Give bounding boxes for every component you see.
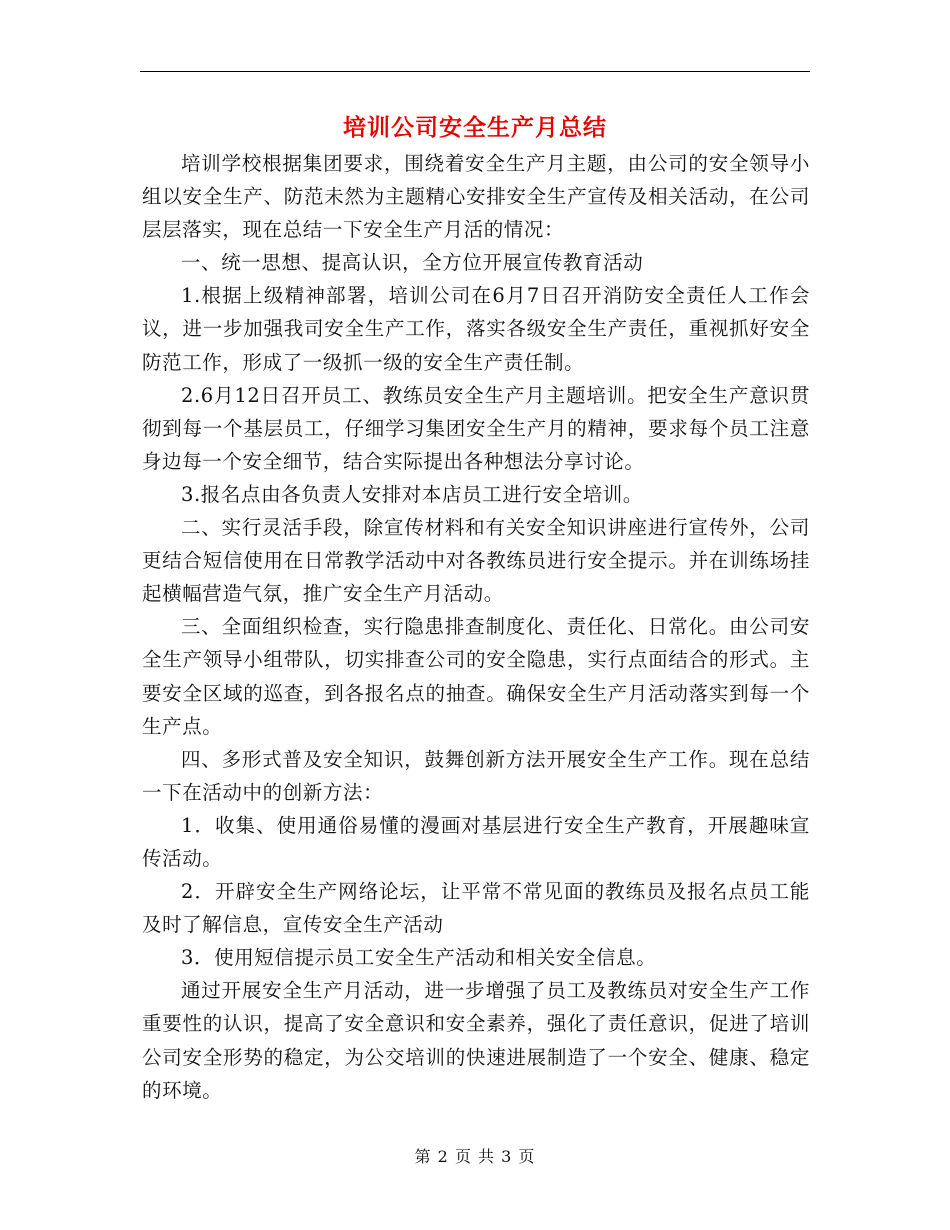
paragraph-item-4-1: 1．收集、使用通俗易懂的漫画对基层进行安全生产教育，开展趣味宣传活动。 [142, 813, 810, 870]
paragraph-item-4-2: 2．开辟安全生产网络论坛，让平常不常见面的教练员及报名点员工能及时了解信息，宣传安全生产活动 [142, 880, 810, 937]
paragraph-item-1-1: 1.根据上级精神部署，培训公司在6月7日召开消防安全责任人工作会议，进一步加强我司安全生产工作，落实各级安全生产责任，重视抓好安全防范工作，形成了一级抓一级的安全生产责任制。 [142, 284, 810, 374]
page-number-footer: 第 2 页 共 3 页 [414, 1147, 536, 1166]
paragraph-conclusion: 通过开展安全生产月活动，进一步增强了员工及教练员对安全生产工作重要性的认识，提高了安全意识和安全素养，强化了责任意识，促进了培训公司安全形势的稳定，为公交培训的快速进展制造了一个安全、健康、稳定的环境。 [142, 979, 810, 1102]
paragraph-item-1-3: 3.报名点由各负责人安排对本店员工进行安全培训。 [181, 482, 644, 506]
paragraph-item-1-2: 2.6月12日召开员工、教练员安全生产月主题培训。把安全生产意识贯彻到每一个基层员工，仔细学习集团安全生产月的精神，要求每个员工注意身边每一个安全细节，结合实际提出各种想法分享讨论。 [142, 383, 810, 473]
page-title: 培训公司安全生产月总结 [343, 114, 607, 141]
paragraph-item-4-3: 3．使用短信提示员工安全生产活动和相关安全信息。 [181, 946, 657, 970]
header-rule [140, 71, 810, 72]
document-body [142, 147, 810, 1107]
section-heading-1: 一、统一思想、提高认识，全方位开展宣传教育活动 [181, 251, 644, 275]
section-2: 二、实行灵活手段，除宣传材料和有关安全知识讲座进行宣传外，公司更结合短信使用在日常教学活动中对各教练员进行安全提示。并在训练场挂起横幅营造气氛，推广安全生产月活动。 [142, 516, 810, 606]
paragraph-intro: 培训学校根据集团要求，围绕着安全生产月主题，由公司的安全领导小组以安全生产、防范未然为主题精心安排安全生产宣传及相关活动，在公司层层落实，现在总结一下安全生产月活的情况： [142, 152, 810, 242]
section-4: 四、多形式普及安全知识，鼓舞创新方法开展安全生产工作。现在总结一下在活动中的创新方法： [142, 747, 810, 804]
section-3: 三、全面组织检查，实行隐患排查制度化、责任化、日常化。由公司安全生产领导小组带队，切实排查公司的安全隐患，实行点面结合的形式。主要安全区域的巡查，到各报名点的抽查。确保安全生产月活动落实到每一个生产点。 [142, 615, 810, 738]
